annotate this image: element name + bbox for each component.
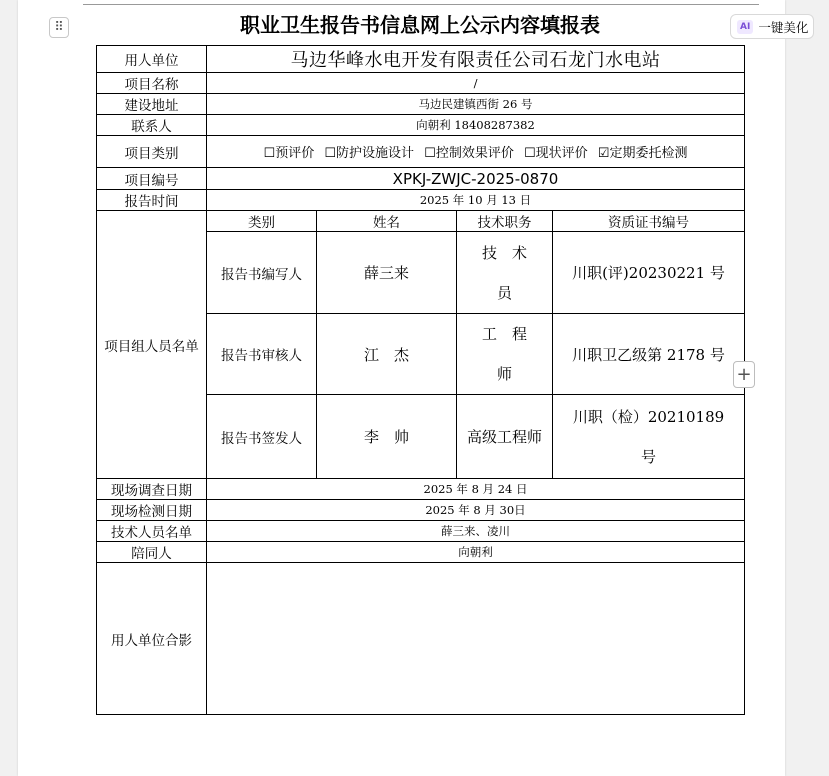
project-no-value[interactable]: XPKJ-ZWJC-2025-0870 bbox=[207, 168, 745, 190]
contact-label: 联系人 bbox=[97, 115, 207, 136]
checkbox-icon[interactable]: ☐ bbox=[523, 146, 536, 161]
report-time-value[interactable]: 2025 年 10 月 13 日 bbox=[207, 190, 745, 211]
project-name-value[interactable]: / bbox=[207, 73, 745, 94]
team-member-cert[interactable]: 川职（检）20210189 号 bbox=[553, 395, 745, 479]
category-option[interactable]: ☐现状评价 bbox=[523, 146, 588, 161]
escort-value[interactable]: 向朝利 bbox=[207, 542, 745, 563]
ai-icon: AI bbox=[737, 20, 753, 34]
report-time-label: 报告时间 bbox=[97, 190, 207, 211]
project-no-label: 项目编号 bbox=[97, 168, 207, 190]
contact-value[interactable]: 向朝利 18408287382 bbox=[207, 115, 745, 136]
team-member-cert[interactable]: 川职卫乙级第 2178 号 bbox=[553, 314, 745, 395]
page-top-rule bbox=[83, 4, 759, 5]
team-member-title[interactable]: 技 术 员 bbox=[457, 232, 553, 314]
category-option[interactable]: ☑定期委托检测 bbox=[597, 146, 688, 161]
team-role[interactable]: 报告书签发人 bbox=[207, 395, 317, 479]
team-member-name[interactable]: 江 杰 bbox=[317, 314, 457, 395]
team-header-title: 技术职务 bbox=[457, 211, 553, 232]
disclosure-form-table bbox=[96, 45, 745, 715]
photo-label: 用人单位合影 bbox=[97, 563, 207, 715]
add-icon[interactable]: + bbox=[733, 361, 755, 388]
team-label: 项目组人员名单 bbox=[97, 211, 207, 479]
team-role[interactable]: 报告书编写人 bbox=[207, 232, 317, 314]
category-label: 项目类别 bbox=[97, 136, 207, 168]
checkbox-icon[interactable]: ☐ bbox=[263, 146, 276, 161]
address-label: 建设地址 bbox=[97, 94, 207, 115]
detect-date-label: 现场检测日期 bbox=[97, 500, 207, 521]
survey-date-label: 现场调查日期 bbox=[97, 479, 207, 500]
checkbox-icon[interactable]: ☐ bbox=[324, 146, 336, 161]
team-member-title[interactable]: 工 程 师 bbox=[457, 314, 553, 395]
employer-label: 用人单位 bbox=[97, 46, 207, 73]
tech-staff-label: 技术人员名单 bbox=[97, 521, 207, 542]
team-header-cert: 资质证书编号 bbox=[553, 211, 745, 232]
team-role[interactable]: 报告书审核人 bbox=[207, 314, 317, 395]
page-title: 职业卫生报告书信息网上公示内容填报表 bbox=[240, 13, 600, 37]
survey-date-value[interactable]: 2025 年 8 月 24 日 bbox=[207, 479, 745, 500]
document-page bbox=[18, 0, 785, 776]
project-name-label: 项目名称 bbox=[97, 73, 207, 94]
category-options bbox=[207, 136, 745, 168]
tech-staff-value[interactable]: 薛三来、凌川 bbox=[207, 521, 745, 542]
team-member-title[interactable]: 高级工程师 bbox=[457, 395, 553, 479]
detect-date-value[interactable]: 2025 年 8 月 30日 bbox=[207, 500, 745, 521]
team-member-name[interactable]: 李 帅 bbox=[317, 395, 457, 479]
team-member-cert[interactable]: 川职(评)20230221 号 bbox=[553, 232, 745, 314]
category-option[interactable]: ☐控制效果评价 bbox=[424, 146, 514, 161]
escort-label: 陪同人 bbox=[97, 542, 207, 563]
checkbox-checked-icon[interactable]: ☑ bbox=[597, 146, 610, 161]
employer-value[interactable]: 马边华峰水电开发有限责任公司石龙门水电站 bbox=[207, 46, 745, 73]
ai-beautify-button[interactable] bbox=[730, 14, 814, 39]
team-header-role: 类别 bbox=[207, 211, 317, 232]
address-value[interactable]: 马边民建镇西街 26 号 bbox=[207, 94, 745, 115]
photo-area[interactable] bbox=[207, 563, 745, 715]
drag-handle-icon[interactable]: ⠿ bbox=[49, 17, 69, 38]
ai-beautify-label: 一键美化 bbox=[758, 19, 809, 35]
category-option[interactable]: ☐防护设施设计 bbox=[324, 146, 415, 161]
checkbox-icon[interactable]: ☐ bbox=[424, 146, 436, 161]
team-member-name[interactable]: 薛三来 bbox=[317, 232, 457, 314]
team-header-name: 姓名 bbox=[317, 211, 457, 232]
category-option[interactable]: ☐预评价 bbox=[263, 146, 315, 161]
